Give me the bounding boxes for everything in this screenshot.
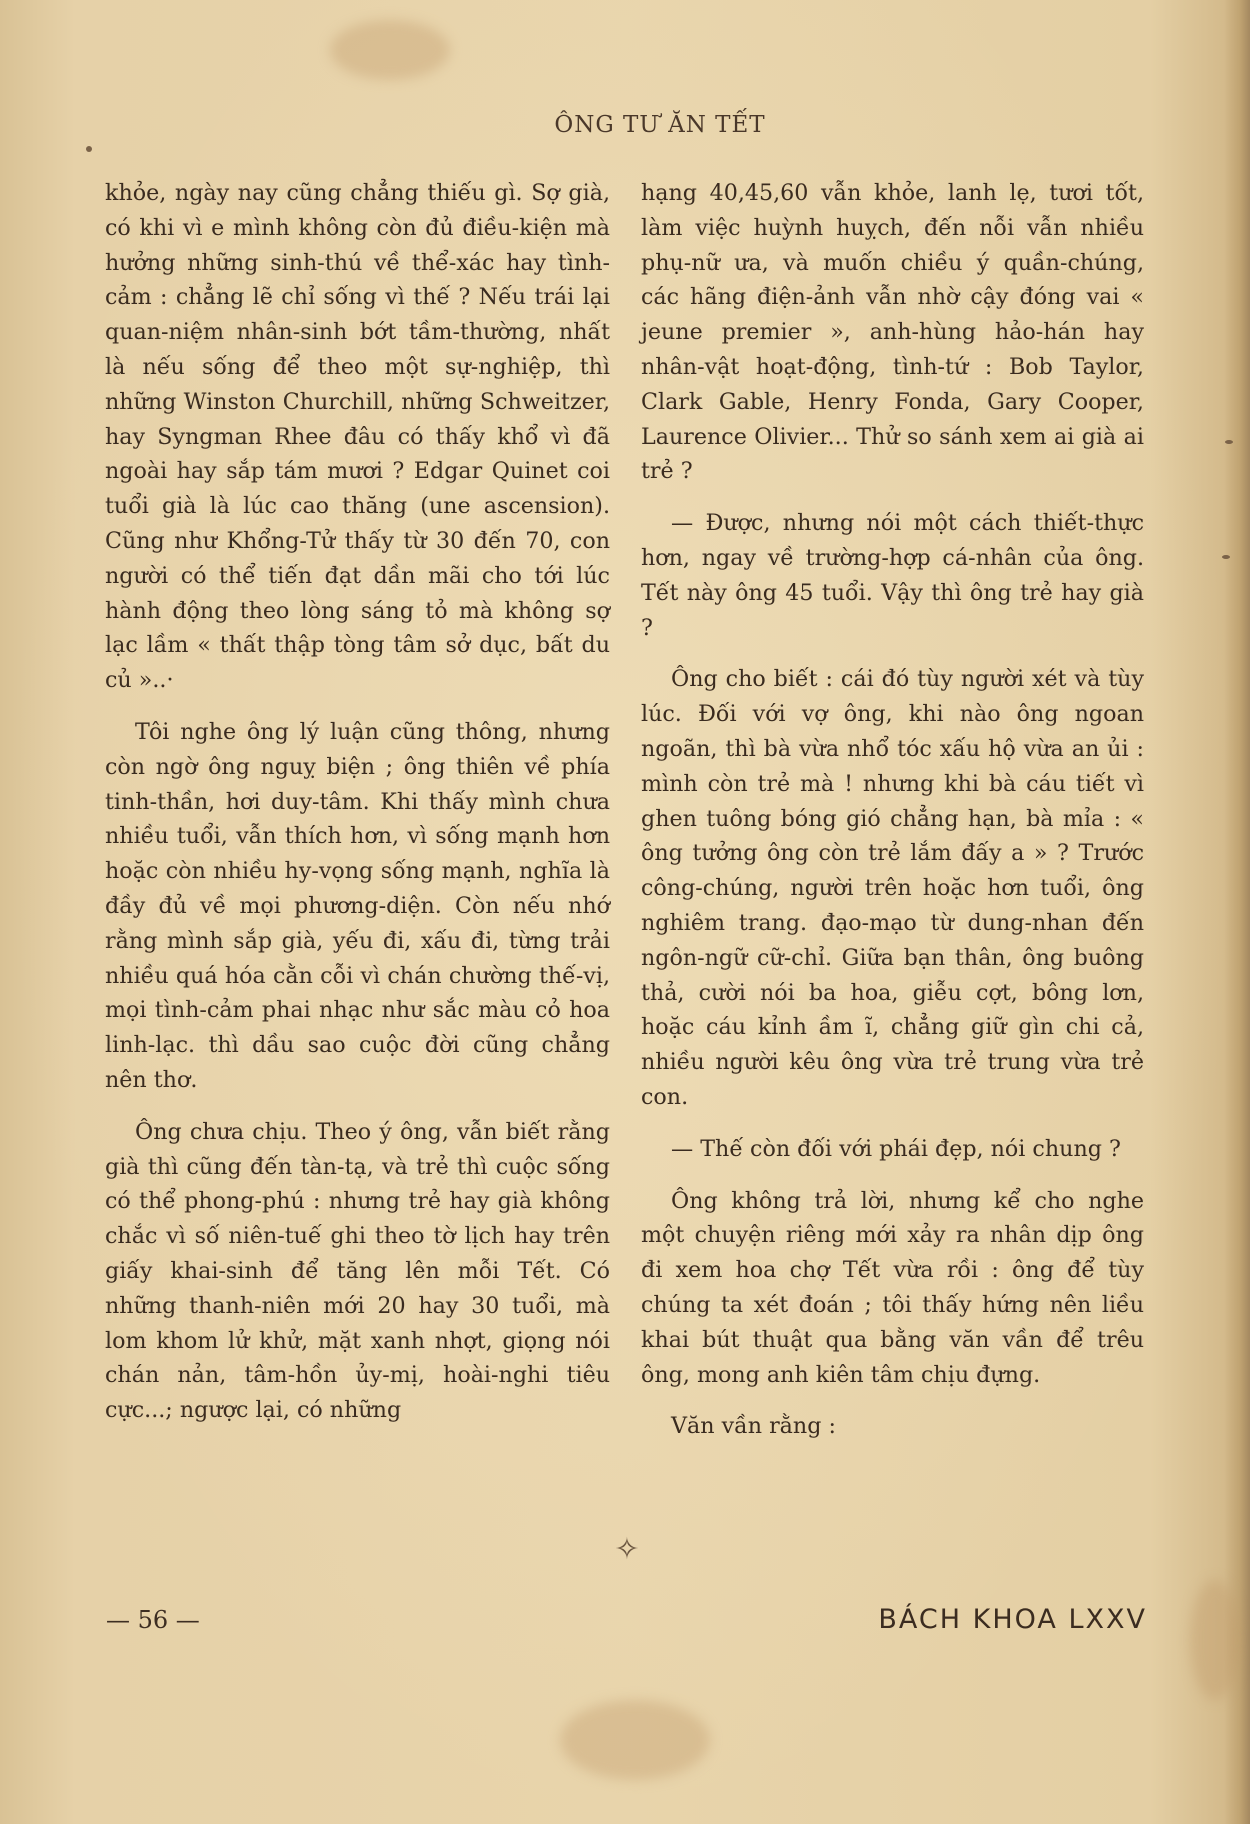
paper-stain <box>560 1700 710 1780</box>
dialogue-paragraph: — Được, nhưng nói một cách thiết-thực hơn, ngay về trường-hợp cá-nhân của ông. Tết này ông 45 tuổi. Vậy thì ông trẻ hay già ? <box>641 510 1144 641</box>
paragraph: Tôi nghe ông lý luận cũng thông, nhưng còn ngờ ông nguỵ biện ; ông thiên về phía tinh-thần, hơi duy-tâm. Khi thấy mình chưa nhiều tuổi, vẫn thích hơn, vì sống mạnh hơn hoặc còn nhiều hy-vọng sống mạnh, nghĩa là đầy đủ về mọi phương-diện. Còn nếu nhớ rằng mình sắp già, yếu đi, xấu đi, từng trải nhiều quá hóa cằn cỗi vì chán chường thế-vị, mọi tình-cảm phai nhạc như sắc màu cỏ hoa linh-lạc. thì dầu sao cuộc đời cũng chẳng nên thơ. <box>105 718 610 1093</box>
paper-speck <box>1225 440 1233 444</box>
star-ornament-icon: ✧ <box>614 1532 640 1567</box>
paragraph: Văn vần rằng : <box>671 1413 836 1440</box>
running-head: ÔNG TƯ ĂN TẾT <box>554 112 766 138</box>
paper-stain <box>330 20 450 80</box>
page-edge-shadow <box>1224 0 1250 1824</box>
paragraph: hạng 40,45,60 vẫn khỏe, lanh lẹ, tươi tốt, làm việc huỳnh huỵch, đến nỗi vẫn nhiều phụ-nữ ưa, và muốn chiều ý quần-chúng, các hãng điện-ảnh vẫn nhờ cậy đóng vai « jeune premier », anh-hùng hảo-hán hay nhân-vật hoạt-động, tình-tứ : Bob Taylor, Clark Gable, Henry Fonda, Gary Cooper, Laurence Olivier... Thử so sánh xem ai già ai trẻ ? <box>641 180 1144 485</box>
paragraph: Ông chưa chịu. Theo ý ông, vẫn biết rằng già thì cũng đến tàn-tạ, và trẻ thì cuộc sống có thể phong-phú : nhưng trẻ hay già không chắc vì số niên-tuế ghi theo tờ lịch hay trên giấy khai-sinh để tăng lên mỗi Tết. Có những thanh-niên mới 20 hay 30 tuổi, mà lom khom lử khử, mặt xanh nhợt, giọng nói chán nản, tâm-hồn ủy-mị, hoài-nghi tiêu cực...; ngược lại, có những <box>105 1118 610 1424</box>
paper-speck <box>86 146 92 152</box>
paper-stain <box>1190 1580 1240 1700</box>
paragraph: Ông không trả lời, nhưng kể cho nghe một chuyện riêng mới xảy ra nhân dịp ông đi xem hoa chợ Tết vừa rồi : ông để tùy chúng ta xét đoán ; tôi thấy hứng nên liều khai bút thuật qua bằng văn vần để trêu ông, mong anh kiên tâm chịu đựng. <box>641 1187 1144 1388</box>
page-number: — 56 — <box>106 1606 200 1634</box>
paragraph: khỏe, ngày nay cũng chẳng thiếu gì. Sợ già, có khi vì e mình không còn đủ điều-kiện mà hưởng những sinh-thú về thể-xác hay tình-cảm : chẳng lẽ chỉ sống vì thế ? Nếu trái lại quan-niệm nhân-sinh bớt tầm-thường, nhất là nếu sống để theo một sự-nghiệp, thì những Winston Churchill, những Schweitzer, hay Syngman Rhee đâu có thấy khổ vì đã ngoài hay sắp tám mươi ? Edgar Quinet coi tuổi già là lúc cao thăng (une ascension). Cũng như Khổng-Tử thấy từ 30 đến 70, con người có thể tiến đạt dần mãi cho tới lúc hành động theo lòng sáng tỏ mà không sợ lạc lầm « thất thập tòng tâm sở dục, bất du củ »..· <box>105 180 610 694</box>
paper-speck <box>1222 555 1230 559</box>
text-column-right <box>641 176 1144 1461</box>
dialogue-paragraph: — Thế còn đối với phái đẹp, nói chung ? <box>671 1135 1121 1162</box>
journal-title: BÁCH KHOA LXXV <box>878 1604 1147 1635</box>
paragraph: Ông cho biết : cái đó tùy người xét và tùy lúc. Đối với vợ ông, khi nào ông ngoan ngoãn, thì bà vừa nhổ tóc xấu hộ vừa an ủi : mình còn trẻ mà ! nhưng khi bà cáu tiết vì ghen tuông bóng gió chẳng hạn, bà mỉa : « ông tưởng ông còn trẻ lắm đấy a » ? Trước công-chúng, người trên hoặc hơn tuổi, ông nghiêm trang. đạo-mạo từ dung-nhan đến ngôn-ngữ cữ-chỉ. Giữa bạn thân, ông buông thả, cười nói ba hoa, giễu cợt, bông lơn, hoặc cáu kỉnh ầm ĩ, chẳng giữ gìn chi cả, nhiều người kêu ông vừa trẻ trung vừa trẻ con. <box>641 666 1144 1110</box>
text-column-left <box>105 176 610 1445</box>
